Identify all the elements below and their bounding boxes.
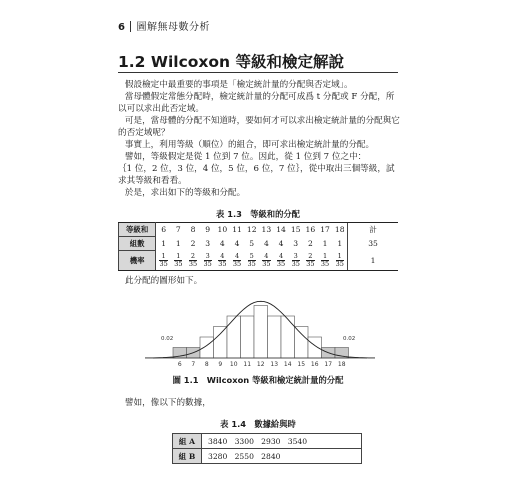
table-cell: 18 <box>332 223 347 237</box>
table-cell: $\frac{1}{35}$ <box>156 251 171 271</box>
table-cell: $\frac{1}{35}$ <box>332 251 347 271</box>
x-tick-label: 9 <box>218 361 223 368</box>
table-cell: 13 <box>259 223 274 237</box>
paragraph-7: 於是，求出如下的等級和分配。 <box>124 188 246 198</box>
table-cell: 17 <box>318 223 333 237</box>
x-tick-label: 11 <box>243 361 252 368</box>
table-cell: $\frac{1}{35}$ <box>318 251 333 271</box>
table-cell: 3 <box>205 239 211 248</box>
running-header <box>118 18 210 33</box>
right-tail-label: 0.02 <box>343 336 356 342</box>
table-cell: $\frac{2}{35}$ <box>303 251 318 271</box>
title-rule <box>118 72 398 73</box>
x-tick-label: 15 <box>297 361 306 368</box>
row-label-count: 組數 <box>119 237 156 251</box>
table-cell: 15 <box>288 223 303 237</box>
table-cell: 4 <box>263 239 269 248</box>
group-b-values: 3280 2550 2840 <box>202 449 362 464</box>
x-tick-label: 12 <box>256 361 265 368</box>
paragraph-4: 事實上，利用等級（順位）的組合，即可求出檢定統計量的分配。 <box>124 140 375 150</box>
table-cell: 10 <box>215 223 230 237</box>
table-cell: 1 <box>175 239 181 248</box>
x-tick-label: 8 <box>204 361 209 368</box>
x-tick-label: 16 <box>310 361 319 368</box>
table-cell: 6 <box>156 223 171 237</box>
table-cell: $\frac{3}{35}$ <box>200 251 215 271</box>
table2-intro: 譬如，像以下的數據， <box>124 398 211 408</box>
book-title: 圖解無母數分析 <box>136 22 210 33</box>
rank-sum-table <box>118 222 398 271</box>
group-a-label: 組 A <box>173 434 202 449</box>
table-cell: $\frac{3}{35}$ <box>288 251 303 271</box>
table-row <box>119 223 399 237</box>
histogram-bar <box>200 337 214 358</box>
table-cell: 4 <box>234 239 240 248</box>
table-cell: 9 <box>200 223 215 237</box>
table-row <box>173 434 362 449</box>
table-cell: 2 <box>190 239 196 248</box>
row-label-probability: 機率 <box>119 251 156 271</box>
histogram-bar <box>214 327 228 359</box>
table-cell: 7 <box>171 223 186 237</box>
histogram-bar <box>308 337 322 358</box>
group-a-values: 3840 3300 2930 3540 <box>202 434 362 449</box>
table-cell: $\frac{5}{35}$ <box>244 251 259 271</box>
x-tick-label: 18 <box>337 361 346 368</box>
distribution-figure <box>145 292 375 372</box>
figure-intro: 此分配的圖形如下。 <box>124 276 203 286</box>
table-cell: $\frac{4}{35}$ <box>274 251 289 271</box>
table1-caption: 表 1.3 等級和的分配 <box>216 209 300 219</box>
table-cell: $\frac{4}{35}$ <box>259 251 274 271</box>
table-cell: 2 <box>307 239 313 248</box>
total-header: 計 <box>348 223 398 237</box>
table-cell: 8 <box>186 223 201 237</box>
table-row <box>119 251 399 271</box>
x-tick-label: 7 <box>191 361 196 368</box>
table2-caption: 表 1.4 數據給與時 <box>220 419 296 429</box>
figure-caption: 圖 1.1 Wilcoxon 等級和檢定統計量的分配 <box>172 375 344 385</box>
histogram-bar <box>281 316 295 358</box>
page-number: 6 <box>118 22 126 33</box>
data-table <box>172 433 362 464</box>
table-row <box>119 237 399 251</box>
table-cell: 3 <box>293 239 299 248</box>
table-cell: $\frac{4}{35}$ <box>230 251 245 271</box>
x-tick-label: 6 <box>177 361 182 368</box>
x-tick-label: 14 <box>283 361 292 368</box>
table-cell: 16 <box>303 223 318 237</box>
table-cell: 12 <box>244 223 259 237</box>
histogram-bar <box>295 327 309 359</box>
table-cell: 4 <box>278 239 284 248</box>
paragraph-3: 可是，當母體的分配不知道時，要如何才可以求出檢定統計量的分配與它的否定域呢？ <box>118 116 400 138</box>
table-cell: 14 <box>274 223 289 237</box>
table-cell: 11 <box>230 223 245 237</box>
table-cell: 5 <box>249 239 255 248</box>
x-tick-label: 17 <box>324 361 333 368</box>
paragraph-2: 當母體假定常態分配時，檢定統計量的分配可成爲 t 分配或 F 分配，所以可以求出此否定域。 <box>118 92 395 114</box>
table-cell: $\frac{2}{35}$ <box>186 251 201 271</box>
table-cell: 1 <box>322 239 328 248</box>
table-cell: 4 <box>219 239 225 248</box>
histogram-bar <box>241 316 255 358</box>
row-label-rank-sum: 等級和 <box>119 223 156 237</box>
paragraph-5: 譬如，等級假定是從 1 位到 7 位。因此，從 1 位到 7 位之中： <box>124 152 367 162</box>
paragraph-1: 假設檢定中最重要的事項是「檢定統計量的分配與否定域」。 <box>124 80 353 90</box>
left-tail-label: 0.02 <box>161 336 174 342</box>
prob-total: 1 <box>348 251 398 271</box>
histogram-bar <box>268 316 282 358</box>
count-total: 35 <box>348 237 398 251</box>
table-cell: $\frac{1}{35}$ <box>171 251 186 271</box>
histogram-bar <box>254 306 268 359</box>
group-b-label: 組 B <box>173 449 202 464</box>
table-cell: $\frac{4}{35}$ <box>215 251 230 271</box>
paragraph-6: ｛1 位，2 位，3 位，4 位，5 位，6 位，7 位｝，從中取出三個等級，試求其等級和看看。 <box>118 164 395 186</box>
table-cell: 1 <box>161 239 167 248</box>
x-tick-label: 13 <box>270 361 279 368</box>
table-cell: 1 <box>337 239 343 248</box>
table-row <box>173 449 362 464</box>
section-title: 1.2 Wilcoxon 等級和檢定解說 <box>118 53 344 71</box>
header-divider <box>130 21 131 32</box>
x-tick-label: 10 <box>229 361 238 368</box>
histogram-bar <box>227 316 241 358</box>
